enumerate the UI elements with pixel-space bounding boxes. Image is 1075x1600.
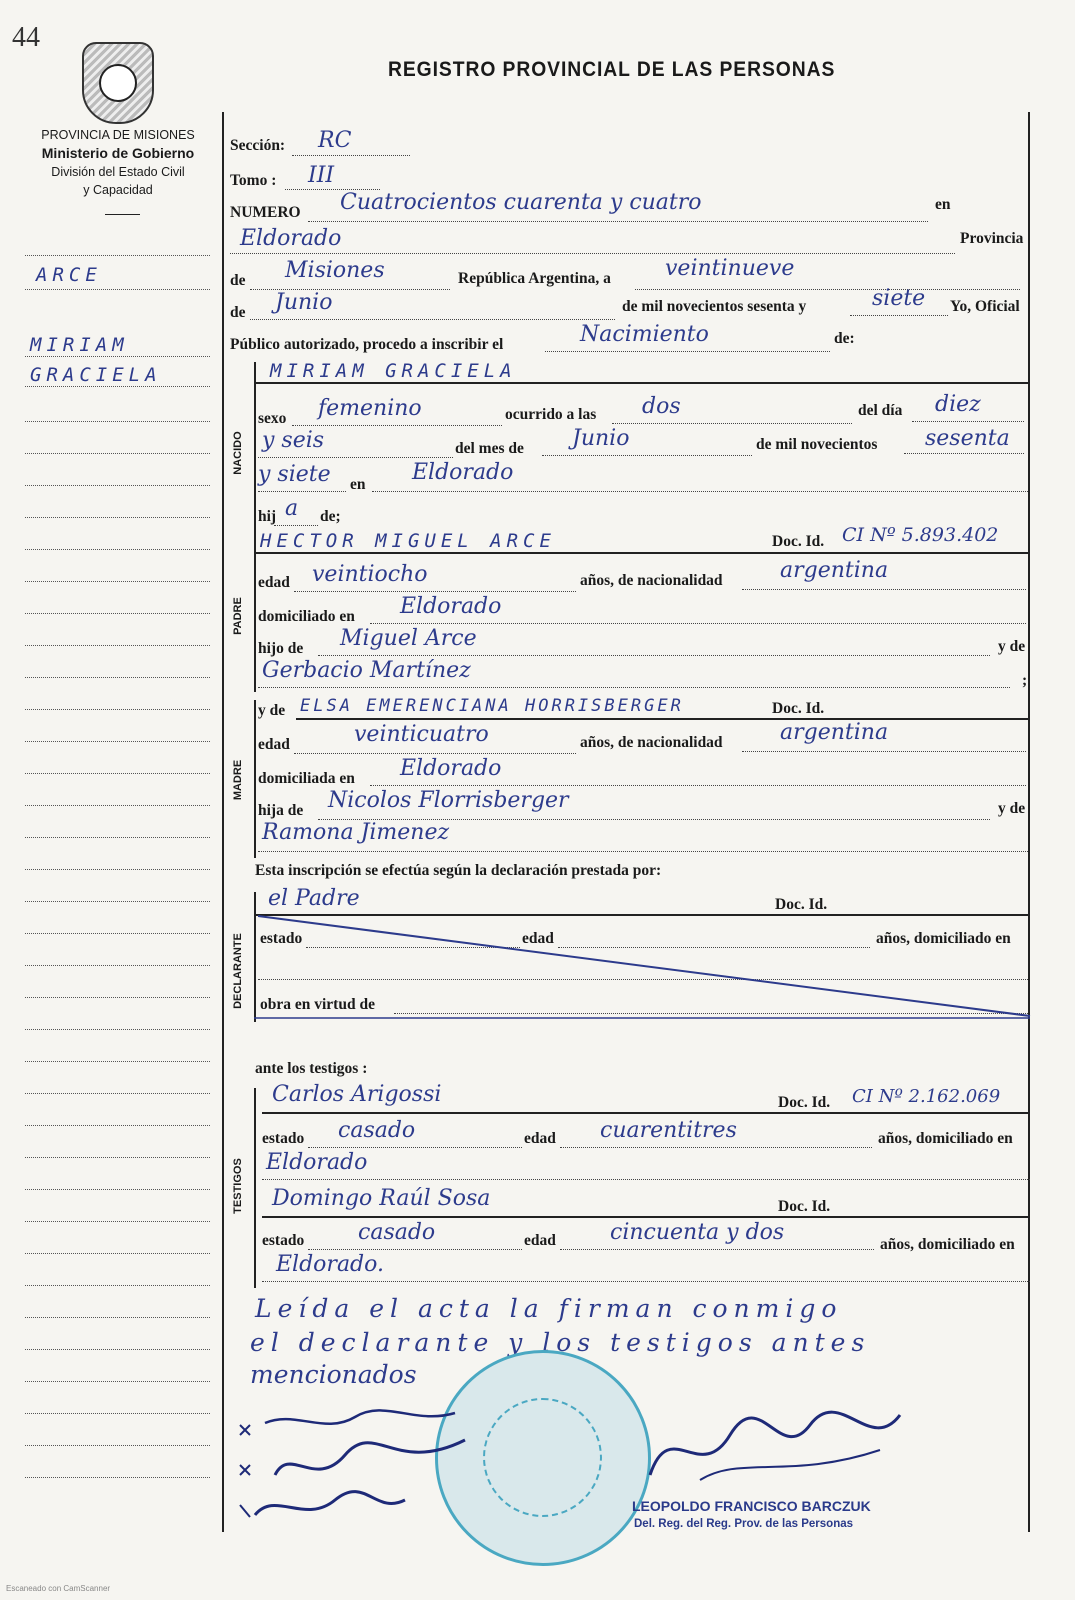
anio-nac-value-2: y siete	[258, 462, 331, 487]
declaracion-label: Esta inscripción se efectúa según la declaración prestada por:	[255, 862, 662, 879]
obra-label: obra en virtud de	[260, 996, 375, 1013]
padre-hijo-label: hijo de	[258, 640, 304, 657]
sexo-value: femenino	[318, 396, 422, 421]
lugar-value: Eldorado	[240, 226, 342, 251]
declarante-edad-label: edad	[522, 930, 554, 947]
padre-bracket	[254, 532, 256, 692]
dia-value: veintinueve	[665, 256, 795, 281]
witness-signatures	[235, 1405, 475, 1540]
publico-label: Público autorizado, procedo a inscribir el	[230, 336, 504, 353]
testigo2-dom-value: Eldorado.	[276, 1252, 384, 1277]
testigo2-estado-label: estado	[262, 1232, 305, 1249]
coat-of-arms-icon	[82, 42, 154, 124]
numero-value: Cuatrocientos cuarenta y cuatro	[340, 190, 702, 215]
padre-doc-label: Doc. Id.	[772, 533, 825, 550]
declarante-estado-label: estado	[260, 930, 303, 947]
testigo2-estado-value: casado	[358, 1220, 436, 1245]
padre-dom-label: domiciliado en	[258, 608, 355, 625]
testigo2-edad-value: cincuenta y dos	[610, 1220, 785, 1245]
padre-nac-label: años, de nacionalidad	[580, 572, 723, 589]
declarante-value: el Padre	[268, 886, 360, 911]
testigos-bracket	[254, 1088, 256, 1288]
madre-nombre-value: ELSA EMERENCIANA HORRISBERGER	[300, 696, 684, 716]
nacido-bracket	[254, 362, 256, 532]
scanner-watermark: Escaneado con CamScanner	[6, 1584, 111, 1593]
en-label: en	[935, 196, 951, 213]
tomo-value: III	[308, 163, 335, 188]
madre-nac-value: argentina	[780, 720, 889, 745]
madre-bracket	[254, 700, 256, 858]
provincia-value: Misiones	[285, 258, 385, 283]
madre-line	[296, 718, 1030, 720]
nacido-side-label: NACIDO	[232, 431, 244, 475]
padre-line	[254, 552, 1030, 554]
testigo1-estado-label: estado	[262, 1130, 305, 1147]
madre-hija-value: Nicolos Florrisberger	[328, 788, 569, 813]
padre-side-label: PADRE	[232, 597, 244, 635]
madre-edad-value: veinticuatro	[354, 722, 489, 747]
seccion-value: RC	[318, 128, 352, 153]
official-title: Del. Reg. del Reg. Prov. de las Personas	[634, 1518, 854, 1530]
tomo-label: Tomo :	[230, 172, 277, 189]
anio-nac-value-1: sesenta	[925, 426, 1010, 451]
padre-madre-value: Gerbacio Martínez	[262, 658, 471, 683]
mes-nac-value: Junio	[572, 426, 630, 451]
testigo1-edad-label: edad	[524, 1130, 556, 1147]
nacido-line	[254, 382, 1030, 384]
madre-madre-value: Ramona Jimenez	[262, 820, 450, 845]
nombre-value: MIRIAM GRACIELA	[270, 360, 517, 382]
del-mes-label: del mes de	[455, 440, 524, 457]
de-mil-label: de mil novecientos	[756, 436, 878, 453]
en-nac-label: en	[350, 476, 366, 493]
testigo1-line	[262, 1112, 1030, 1114]
padre-edad-value: veintiocho	[312, 562, 428, 587]
de-colon-label: de:	[834, 330, 855, 347]
semicolon-label: ;	[1022, 672, 1028, 689]
madre-doc-label: Doc. Id.	[772, 700, 825, 717]
hora-value: dos	[642, 394, 681, 419]
del-dia-label: del día	[858, 402, 903, 419]
cierre-line-3: mencionados	[250, 1360, 417, 1389]
padre-nac-value: argentina	[780, 558, 889, 583]
province-name: PROVINCIA DE MISIONES	[41, 128, 195, 142]
madre-edad-label: edad	[258, 736, 290, 753]
numero-label: NUMERO	[230, 204, 301, 221]
testigo1-estado-value: casado	[338, 1118, 416, 1143]
left-frame-line	[222, 112, 224, 1532]
madre-hija-label: hija de	[258, 802, 304, 819]
madre-yde-label: y de	[258, 702, 286, 719]
hij-label: hij	[258, 508, 277, 525]
testigo2-line	[262, 1216, 1030, 1218]
declarante-dom-label: años, domiciliado en	[876, 930, 1011, 947]
margin-name-1: MIRIAM	[30, 334, 129, 356]
page-title: REGISTRO PROVINCIAL DE LAS PERSONAS	[388, 58, 836, 81]
testigo1-doc-label: Doc. Id.	[778, 1094, 831, 1111]
official-signature	[640, 1395, 920, 1495]
testigo1-dom-label: años, domiciliado en	[878, 1130, 1013, 1147]
strike-line	[254, 914, 1034, 1024]
division-name-2: y Capacidad	[83, 183, 153, 197]
divider	[105, 214, 140, 215]
ocurrido-label: ocurrido a las	[505, 406, 597, 423]
testigo1-value: Carlos Arigossi	[272, 1082, 442, 1107]
padre-hijo-value: Miguel Arce	[340, 626, 477, 651]
padre-edad-label: edad	[258, 574, 290, 591]
declarante-doc-label: Doc. Id.	[775, 896, 828, 913]
margin-surname: ARCE	[36, 264, 102, 286]
sesenta-label: de mil novecientos sesenta y	[622, 298, 807, 315]
testigo2-doc-label: Doc. Id.	[778, 1198, 831, 1215]
cierre-line-2: el declarante y los testigos antes	[250, 1328, 871, 1357]
ministry-name: Ministerio de Gobierno	[41, 145, 195, 161]
mes-value: Junio	[275, 290, 333, 315]
declarante-side-label: DECLARANTE	[232, 933, 244, 1009]
de-label-2: de	[230, 304, 246, 321]
padre-nombre-value: HECTOR MIGUEL ARCE	[260, 530, 556, 552]
testigos-label: ante los testigos :	[255, 1060, 368, 1077]
seccion-label: Sección:	[230, 137, 286, 154]
cierre-line-1: Leída el acta la firman conmigo	[255, 1294, 843, 1323]
madre-side-label: MADRE	[232, 759, 244, 801]
republica-label: República Argentina, a	[458, 270, 611, 287]
right-frame-line	[1028, 112, 1030, 1532]
de-semi-label: de;	[320, 508, 341, 525]
provincia-label: Provincia	[960, 230, 1024, 247]
margin-name-2: GRACIELA	[30, 364, 162, 386]
dia-nac-value-2: y seis	[262, 428, 325, 453]
padre-dom-value: Eldorado	[400, 594, 502, 619]
anio-value: siete	[872, 286, 926, 311]
testigo1-doc-value: CI Nº 2.162.069	[852, 1086, 1001, 1107]
padre-yde-label: y de	[998, 638, 1026, 655]
madre-yde2-label: y de	[998, 800, 1026, 817]
acto-value: Nacimiento	[580, 322, 709, 347]
official-name: LEOPOLDO FRANCISCO BARCZUK	[632, 1498, 871, 1514]
testigo1-edad-value: cuarentitres	[600, 1118, 737, 1143]
lugar-nac-value: Eldorado	[412, 460, 514, 485]
testigo2-dom-label: años, domiciliado en	[880, 1236, 1015, 1253]
madre-dom-label: domiciliada en	[258, 770, 355, 787]
de-label: de	[230, 272, 246, 289]
madre-nac-label: años, de nacionalidad	[580, 734, 723, 751]
testigo1-dom-value: Eldorado	[266, 1150, 368, 1175]
testigos-side-label: TESTIGOS	[232, 1158, 244, 1214]
dia-nac-value-1: diez	[935, 392, 981, 417]
ministry-block	[18, 126, 218, 199]
page-number: 44	[12, 22, 40, 53]
sexo-label: sexo	[258, 410, 287, 427]
madre-dom-value: Eldorado	[400, 756, 502, 781]
testigo2-value: Domingo Raúl Sosa	[272, 1186, 491, 1211]
division-name: División del Estado Civil	[51, 165, 185, 179]
padre-doc-value: CI Nº 5.893.402	[842, 524, 999, 546]
hijo-a-value: a	[285, 496, 299, 521]
testigo2-edad-label: edad	[524, 1232, 556, 1249]
yo-oficial-label: Yo, Oficial	[950, 298, 1020, 315]
